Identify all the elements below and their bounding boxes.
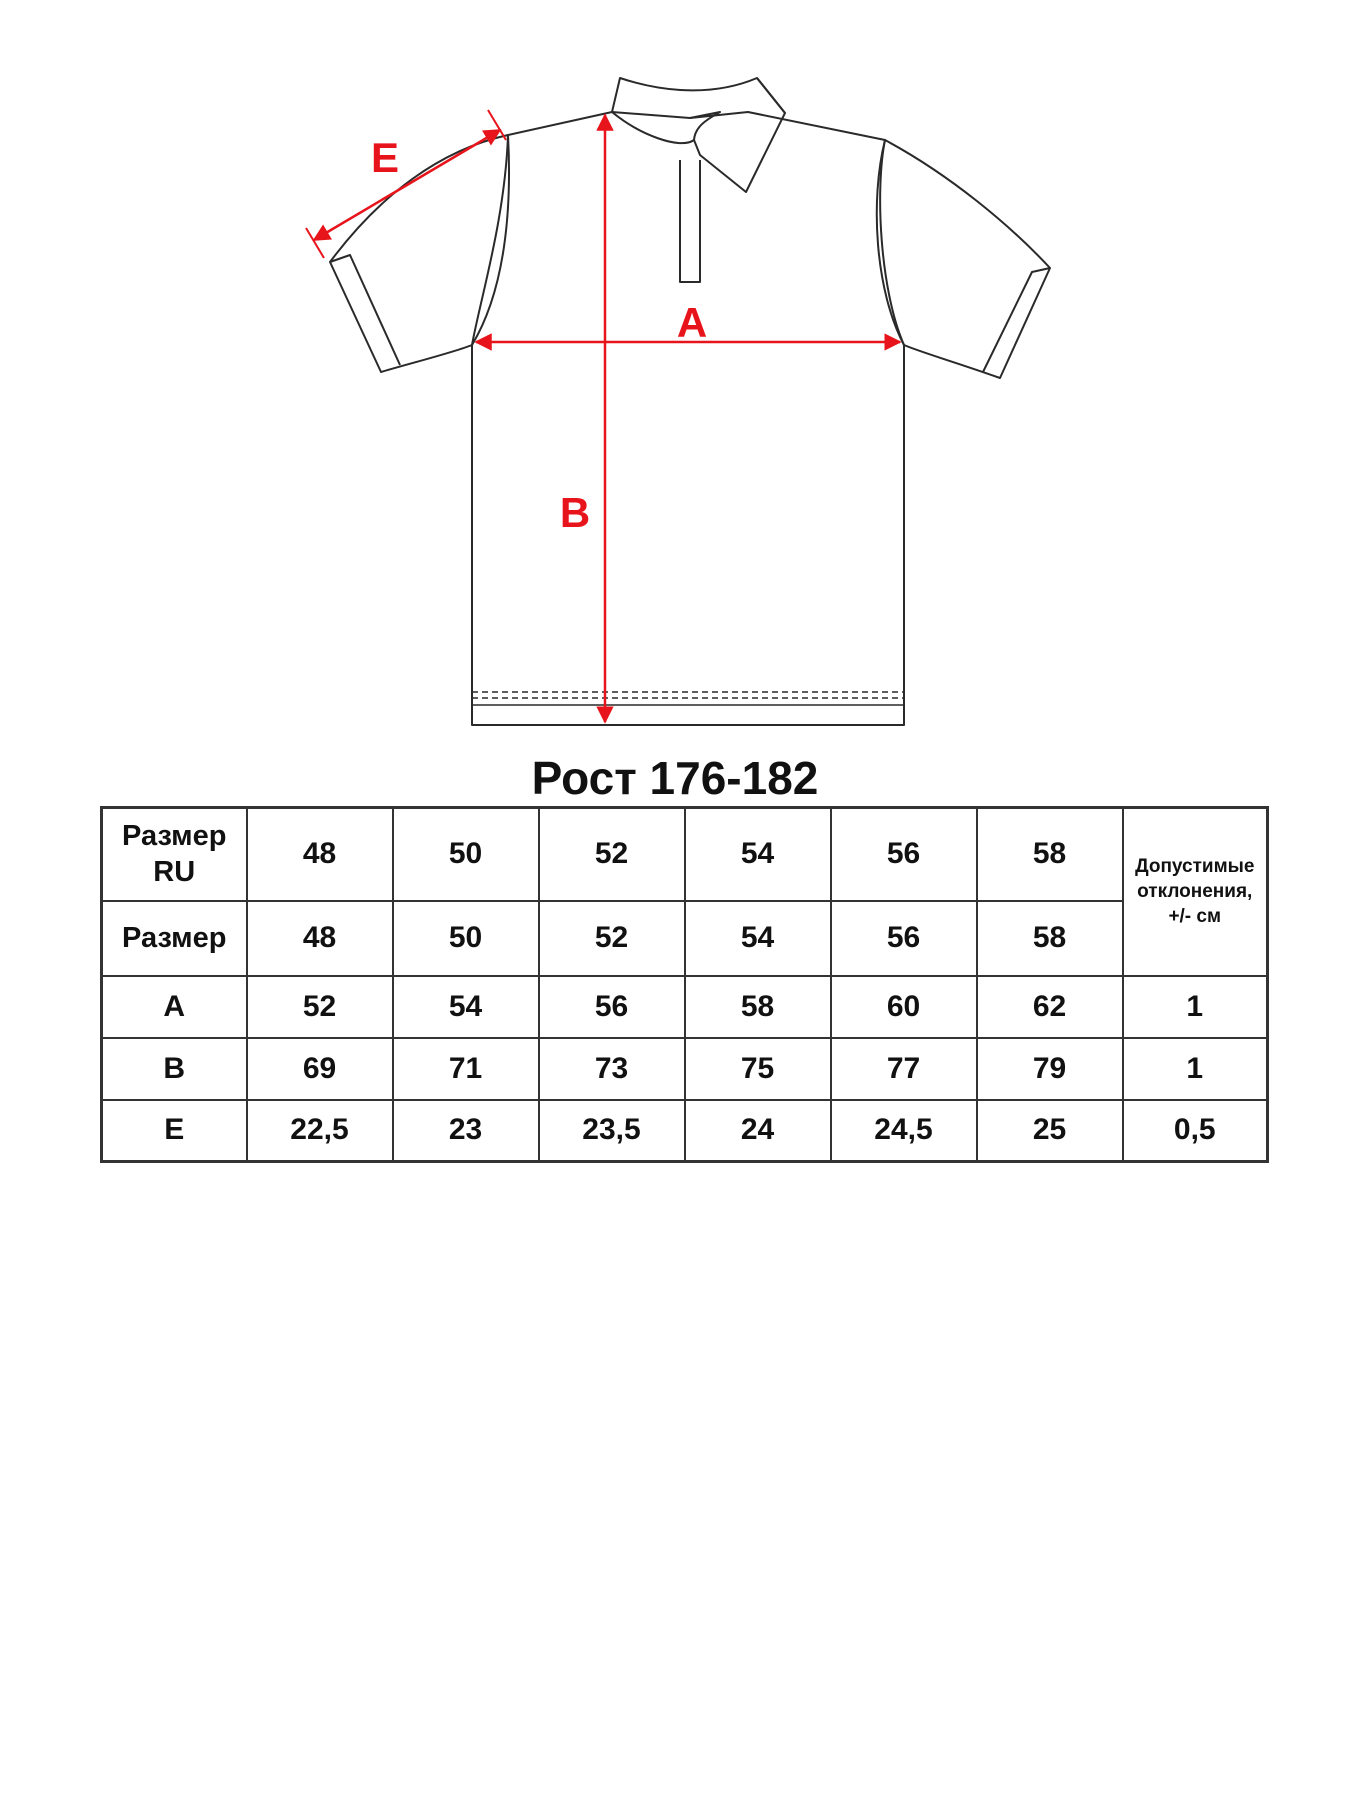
table-cell: 54 [685, 901, 831, 976]
table-cell: 62 [977, 976, 1123, 1038]
right-cuff-line [983, 268, 1050, 372]
table-cell: 50 [393, 808, 539, 901]
table-row-e [102, 1100, 1268, 1162]
table-row-a [102, 976, 1268, 1038]
tolerance-header: Допустимые отклонения, +/- см [1123, 808, 1268, 976]
row-label-size-ru: Размер RU [102, 808, 247, 901]
row-label-a: A [102, 976, 247, 1038]
table-cell: 58 [977, 901, 1123, 976]
right-sleeve-outline [877, 140, 1050, 378]
tolerance-cell: 1 [1123, 976, 1268, 1038]
polo-shirt-diagram [0, 0, 1350, 750]
table-cell: 79 [977, 1038, 1123, 1100]
table-cell: 54 [393, 976, 539, 1038]
tolerance-cell: 0,5 [1123, 1100, 1268, 1162]
table-cell: 56 [831, 808, 977, 901]
dimension-a-label: A [676, 299, 708, 346]
table-cell: 71 [393, 1038, 539, 1100]
row-label-b: B [102, 1038, 247, 1100]
table-cell: 56 [539, 976, 685, 1038]
table-cell: 77 [831, 1038, 977, 1100]
table-cell: 24,5 [831, 1100, 977, 1162]
table-cell: 69 [247, 1038, 393, 1100]
table-cell: 56 [831, 901, 977, 976]
dimension-b-label: B [559, 489, 591, 536]
table-cell: 48 [247, 901, 393, 976]
table-cell: 52 [247, 976, 393, 1038]
size-table [100, 806, 1269, 1163]
table-cell: 58 [977, 808, 1123, 901]
dimension-e-line [314, 130, 500, 240]
table-cell: 75 [685, 1038, 831, 1100]
table-cell: 52 [539, 808, 685, 901]
row-label-e: E [102, 1100, 247, 1162]
left-cuff-line [330, 255, 400, 365]
row-label-size: Размер [102, 901, 247, 976]
table-cell: 52 [539, 901, 685, 976]
table-cell: 25 [977, 1100, 1123, 1162]
table-cell: 60 [831, 976, 977, 1038]
table-row-size [102, 901, 1268, 976]
table-cell: 58 [685, 976, 831, 1038]
placket [680, 160, 700, 282]
table-row-b [102, 1038, 1268, 1100]
table-cell: 54 [685, 808, 831, 901]
shirt-body-outline [472, 112, 904, 725]
collar-right-edge [757, 78, 785, 113]
table-cell: 24 [685, 1100, 831, 1162]
dimension-e-label: E [370, 134, 400, 181]
table-row-size-ru [102, 808, 1268, 901]
table-cell: 48 [247, 808, 393, 901]
table-cell: 22,5 [247, 1100, 393, 1162]
table-cell: 23 [393, 1100, 539, 1162]
height-range-title: Рост 176-182 [531, 752, 819, 804]
collar-outline [612, 78, 785, 192]
table-cell: 23,5 [539, 1100, 685, 1162]
left-sleeve-outline [330, 135, 509, 372]
table-cell: 73 [539, 1038, 685, 1100]
tolerance-cell: 1 [1123, 1038, 1268, 1100]
table-cell: 50 [393, 901, 539, 976]
